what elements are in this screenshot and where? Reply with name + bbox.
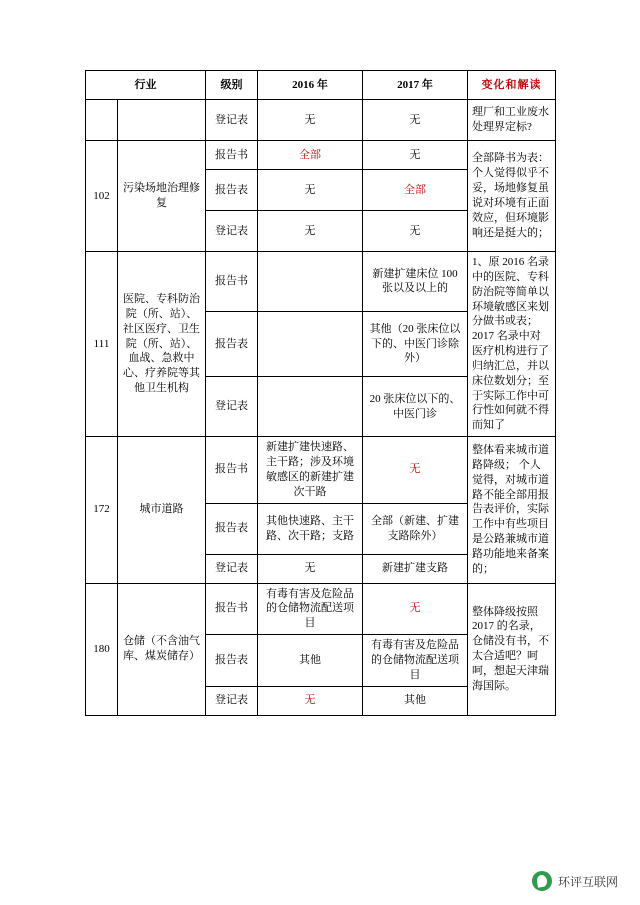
row-level: 报告书 — [206, 252, 258, 312]
header-notes: 变化和解读 — [468, 71, 556, 100]
row-value-2017: 其他（20 张床位以下的、中医门诊除外） — [363, 311, 468, 377]
row-code: 180 — [86, 583, 118, 715]
row-value-2017: 全部 — [363, 170, 468, 211]
row-value-2017: 无 — [363, 141, 468, 170]
row-level: 报告表 — [206, 503, 258, 554]
header-year-2016: 2016 年 — [258, 71, 363, 100]
table-row — [86, 252, 556, 312]
row-industry: 城市道路 — [118, 437, 206, 583]
row-industry — [118, 100, 206, 141]
header-industry: 行业 — [86, 71, 206, 100]
row-value-2017: 无 — [363, 100, 468, 141]
row-industry: 污染场地治理修复 — [118, 141, 206, 252]
row-value-2016: 无 — [258, 170, 363, 211]
row-value-2017: 新建扩建床位 100 张以及以上的 — [363, 252, 468, 312]
row-level: 报告书 — [206, 141, 258, 170]
row-level: 报告表 — [206, 170, 258, 211]
row-value-2017: 新建扩建支路 — [363, 554, 468, 583]
row-level: 报告表 — [206, 311, 258, 377]
row-value-2016: 全部 — [258, 141, 363, 170]
row-level: 登记表 — [206, 211, 258, 252]
row-industry: 仓储（不含油气库、煤炭储存） — [118, 583, 206, 715]
row-value-2016: 有毒有害及危险品的仓储物流配送项目 — [258, 583, 363, 635]
table-row — [86, 437, 556, 503]
row-level: 登记表 — [206, 554, 258, 583]
brand-name: 环评互联网 — [557, 874, 618, 889]
row-code — [86, 100, 118, 141]
row-value-2017: 无 — [363, 211, 468, 252]
table-row — [86, 100, 556, 141]
row-value-2017: 无 — [363, 437, 468, 503]
row-level: 登记表 — [206, 377, 258, 437]
row-value-2017: 无 — [363, 583, 468, 635]
row-value-2017: 20 张床位以下的、中医门诊 — [363, 377, 468, 437]
table-row — [86, 141, 556, 170]
row-level: 登记表 — [206, 100, 258, 141]
row-value-2016 — [258, 252, 363, 312]
row-value-2016: 新建扩建快速路、主干路；涉及环境敏感区的新建扩建次干路 — [258, 437, 363, 503]
row-note: 1、原 2016 名录中的医院、专科防治院等简单以环境敏感区来划分做书或表；2017 名录中对医疗机构进行了归纳汇总，并以床位数划分；至于实际工作中可行性如何就不得而知了 — [468, 252, 556, 437]
row-value-2017: 有毒有害及危险品的仓储物流配送项目 — [363, 635, 468, 687]
row-value-2016: 无 — [258, 211, 363, 252]
row-value-2016 — [258, 311, 363, 377]
row-note: 全部降书为表：个人觉得似乎不妥，场地修复虽说对环境有正面效应，但环境影响还是挺大的； — [468, 141, 556, 252]
row-value-2016: 其他快速路、主干路、次干路；支路 — [258, 503, 363, 554]
row-level: 报告表 — [206, 635, 258, 687]
row-value-2016: 无 — [258, 100, 363, 141]
row-industry: 医院、专科防治院（所、站）、社区医疗、卫生院（所、站）、血战、急救中心、疗养院等其他卫生机构 — [118, 252, 206, 437]
row-code: 111 — [86, 252, 118, 437]
comparison-table — [85, 70, 556, 716]
row-note: 整体看来城市道路降级； 个人觉得，对城市道路不能全部用报告表评价，实际工作中有些项目是公路兼城市道路功能地来备案的； — [468, 437, 556, 583]
row-level: 报告书 — [206, 437, 258, 503]
row-code: 172 — [86, 437, 118, 583]
row-level: 报告书 — [206, 583, 258, 635]
table-row — [86, 583, 556, 635]
header-year-2017: 2017 年 — [363, 71, 468, 100]
header-level: 级别 — [206, 71, 258, 100]
footer-brand — [532, 871, 618, 891]
row-value-2016 — [258, 377, 363, 437]
table-body — [86, 100, 556, 716]
table-header — [86, 71, 556, 100]
row-note: 理厂和工业废水处理界定标? — [468, 100, 556, 141]
leaf-logo-icon — [532, 871, 552, 891]
row-value-2016: 无 — [258, 686, 363, 715]
row-value-2017: 全部（新建、扩建支路除外） — [363, 503, 468, 554]
row-code: 102 — [86, 141, 118, 252]
row-value-2017: 其他 — [363, 686, 468, 715]
row-level: 登记表 — [206, 686, 258, 715]
row-note: 整体降级按照 2017 的名录，仓储没有书，不太合适吧？呵呵，想起天津瑞海国际。 — [468, 583, 556, 715]
row-value-2016: 无 — [258, 554, 363, 583]
row-value-2016: 其他 — [258, 635, 363, 687]
